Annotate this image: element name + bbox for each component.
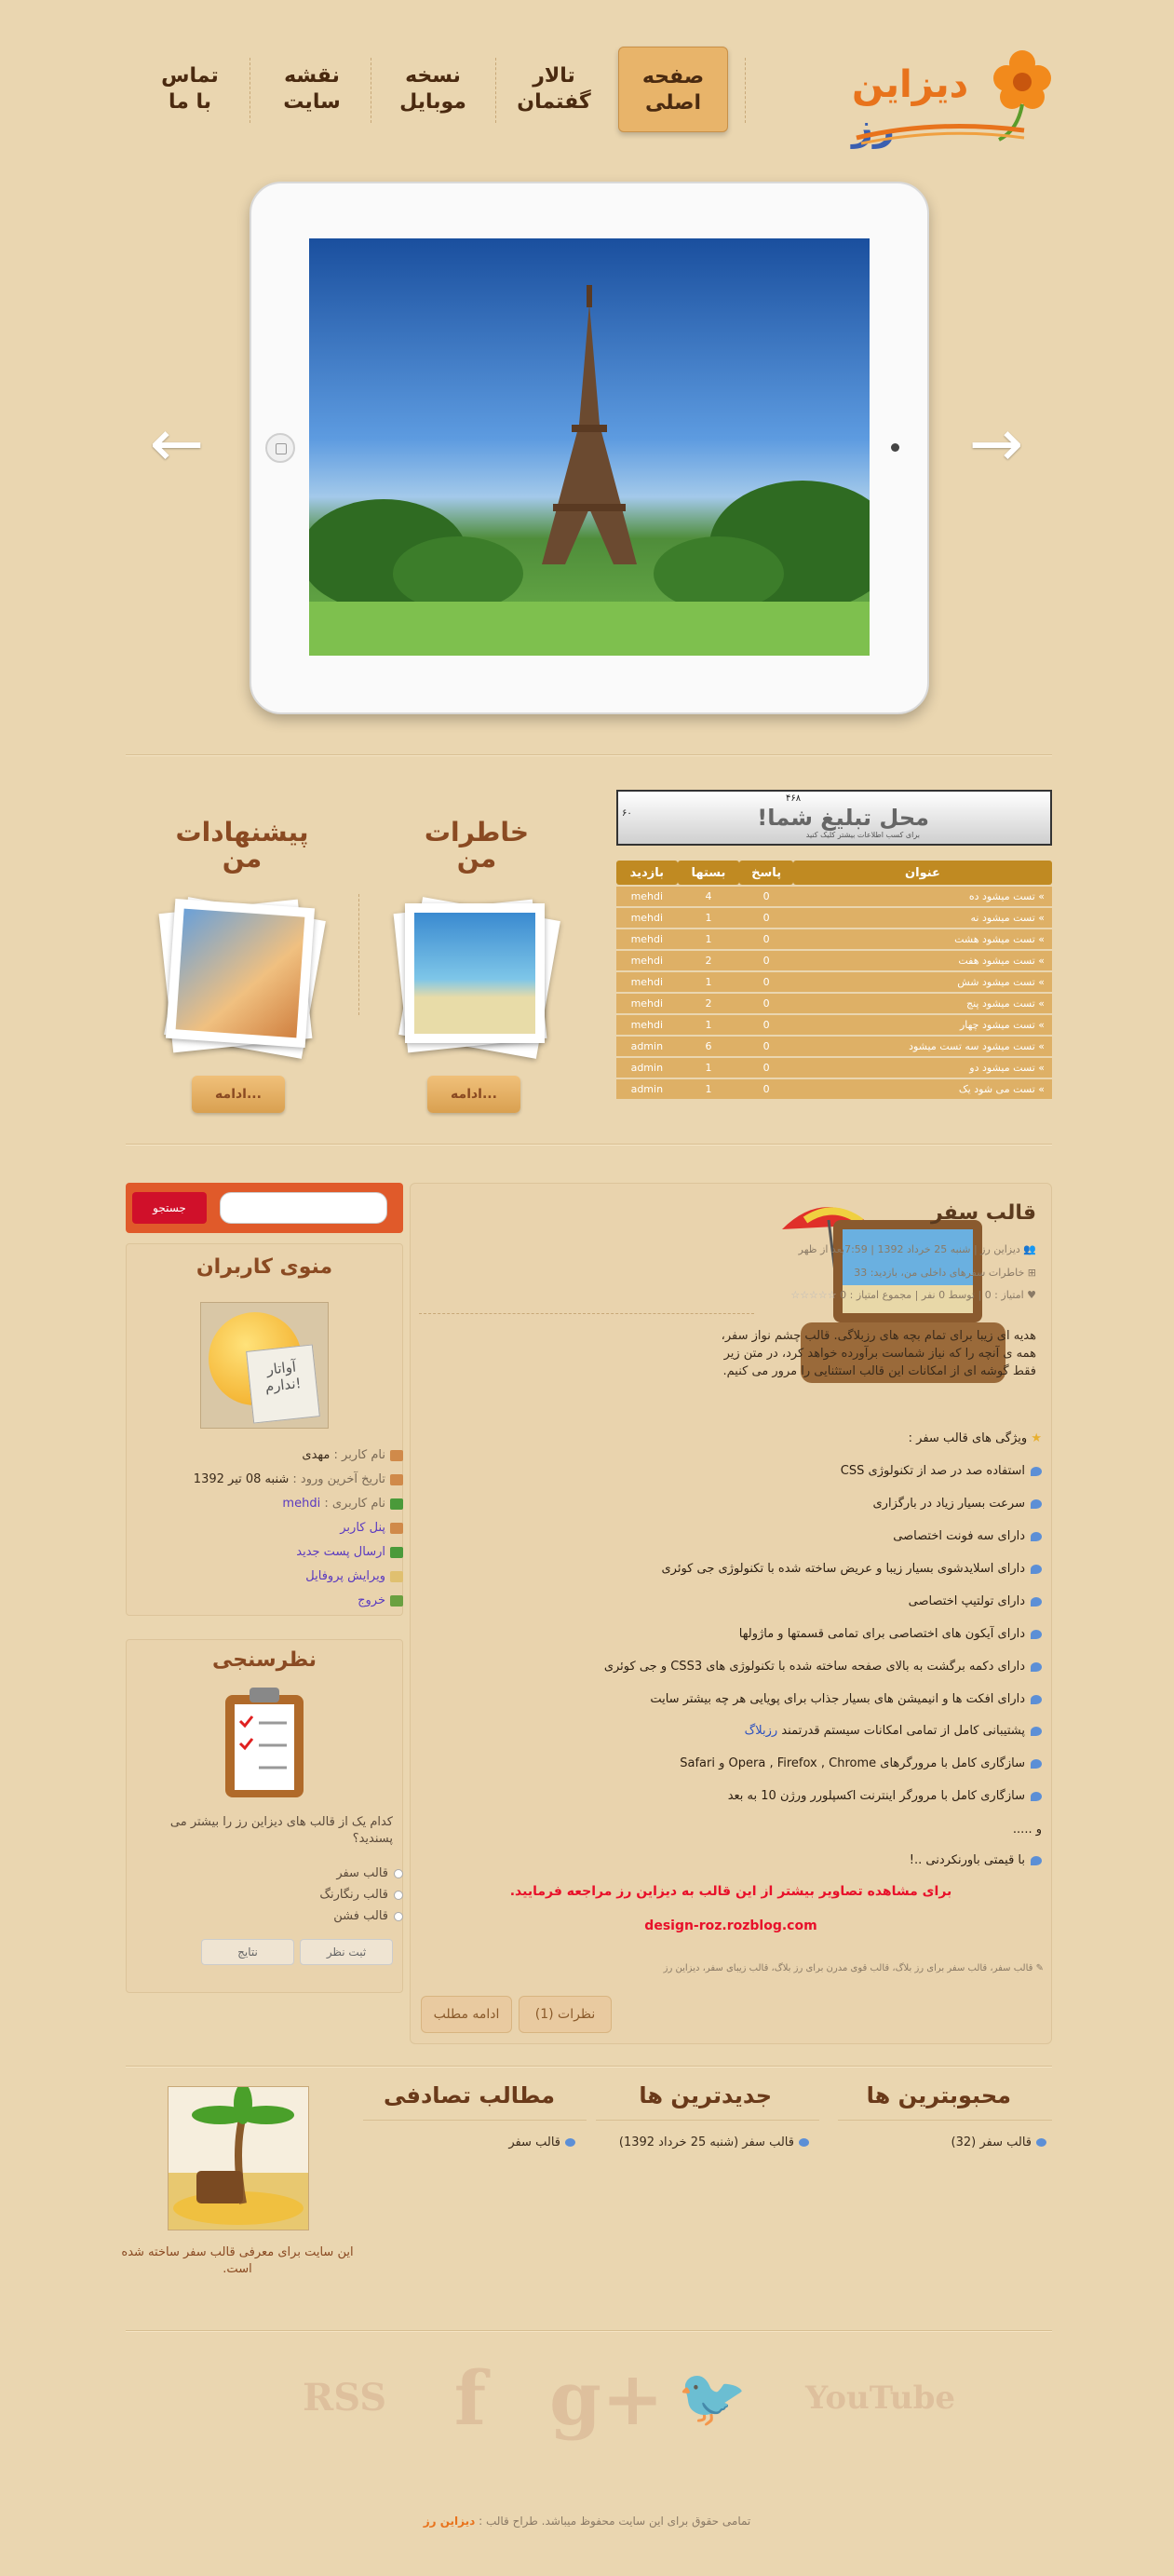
feature-item: دارای سه فونت اختصاصی bbox=[893, 1529, 1042, 1543]
table-cell: 1 bbox=[678, 908, 740, 928]
bullet-icon bbox=[1036, 2138, 1046, 2147]
bullet-icon bbox=[1031, 1727, 1042, 1736]
table-row[interactable] bbox=[616, 951, 1052, 970]
edit-profile-link[interactable]: ویرایش پروفایل bbox=[305, 1569, 403, 1583]
memories-photo-stack bbox=[391, 899, 559, 1057]
table-cell: 0 bbox=[739, 887, 793, 906]
table-cell: 0 bbox=[739, 1058, 793, 1078]
post-tags[interactable]: ✎ قالب سفر، قالب سفر برای رز بلاگ، قالب قوی مدرن برای رز بلاگ، قالب زیبای سفر، دیزاین رز bbox=[663, 1963, 1044, 1973]
table-cell: 6 bbox=[678, 1037, 740, 1056]
post-meta-category: ⊞ خاطرات سفرهای داخلی من، بازدید: 33 bbox=[854, 1267, 1036, 1279]
features-title: ★ ویژگی های قالب سفر : bbox=[908, 1431, 1042, 1445]
table-cell: 1 bbox=[678, 972, 740, 992]
tablet-camera bbox=[891, 443, 899, 452]
exit-icon bbox=[390, 1595, 403, 1607]
ad-width: ۴۶۸ bbox=[786, 793, 802, 804]
memories-more-button[interactable]: ادامه... bbox=[427, 1076, 520, 1113]
continue-reading-button[interactable]: ادامه مطلب bbox=[421, 1996, 512, 2033]
youtube-icon[interactable]: YouTube bbox=[805, 2379, 956, 2417]
post-intro: هدیه ای زیبا برای تمام بچه های رزبلاگی. قالب چشم نواز سفر، همه ی آنچه را که نیاز شماست برآورده خواهد کرد، در متن زیر فقط گوشه ای از امکانات این قالب استثنایی را مرور می کنیم. bbox=[721, 1329, 1036, 1378]
google-plus-icon[interactable]: g+ bbox=[549, 2354, 664, 2442]
radio-icon[interactable] bbox=[394, 1869, 403, 1878]
table-cell: 0 bbox=[739, 1037, 793, 1056]
clipboard-icon bbox=[222, 1686, 307, 1802]
site-logo[interactable] bbox=[852, 47, 1052, 149]
table-row[interactable] bbox=[616, 972, 1052, 992]
tag-icon: ✎ bbox=[1032, 1963, 1044, 1973]
palm-icon bbox=[169, 2087, 308, 2230]
table-row[interactable] bbox=[616, 994, 1052, 1013]
logout-link[interactable]: خروج bbox=[358, 1593, 403, 1607]
suggestions-title: پیشنهادات من bbox=[175, 817, 309, 874]
logo-text: دیزاین رز bbox=[852, 63, 969, 149]
pencil-icon bbox=[390, 1571, 403, 1582]
poll-option[interactable]: قالب سفر bbox=[336, 1866, 403, 1880]
more-images-note: برای مشاهده تصاویر بیشتر از این قالب به دیزاین رز مراجعه فرمایید. bbox=[509, 1884, 952, 1899]
radio-icon[interactable] bbox=[394, 1891, 403, 1900]
username-line: نام کاربری : mehdi bbox=[282, 1497, 403, 1511]
radio-icon[interactable] bbox=[394, 1912, 403, 1921]
table-cell: 0 bbox=[739, 929, 793, 949]
feature-item: سرعت بسیار زیاد در بارگزاری bbox=[873, 1497, 1043, 1511]
table-cell: 2 bbox=[678, 994, 740, 1013]
feature-item: دارای اسلایدشوی بسیار زیبا و عریض ساخته شده با تکنولوژی جی کوئری bbox=[661, 1562, 1042, 1576]
bullet-icon bbox=[1031, 1856, 1042, 1865]
site-about: این سایت برای معرفی قالب سفر ساخته شده است. bbox=[121, 2245, 354, 2276]
plus-icon bbox=[390, 1547, 403, 1558]
feature-item: دارای دکمه برگشت به بالای صفحه ساخته شده با تکنولوژی های CSS3 و جی کوئری bbox=[604, 1660, 1042, 1674]
post-meta-rating: ♥ امتیاز : 0 | توسط 0 نفر | مجموع امتیاز : 0 ☆☆☆☆☆ bbox=[790, 1289, 1036, 1301]
bullet-icon bbox=[799, 2138, 809, 2147]
bullet-icon bbox=[565, 2138, 575, 2147]
post-link[interactable]: » تست میشود شش bbox=[793, 972, 1052, 992]
bullet-icon bbox=[1031, 1597, 1042, 1607]
table-header-cell: پاسخ bbox=[739, 861, 793, 885]
slider-prev-arrow-icon[interactable]: ← bbox=[149, 405, 205, 481]
post-title[interactable]: قالب سفر bbox=[930, 1201, 1036, 1225]
twitter-icon[interactable] bbox=[670, 2356, 754, 2440]
user-menu-title: منوی کاربران bbox=[196, 1255, 333, 1279]
poll-question: کدام یک از قالب های دیزاین رز را بیشتر می پسندید؟ bbox=[169, 1815, 393, 1846]
table-cell: 2 bbox=[678, 951, 740, 970]
recent-posts-table bbox=[616, 859, 1052, 1101]
facebook-icon[interactable]: f bbox=[453, 2354, 487, 2442]
table-row[interactable] bbox=[616, 929, 1052, 949]
star-icon: ★ bbox=[1027, 1431, 1042, 1445]
feature-item: سازگاری کامل با مرورگرهای Opera , Firefox , Chrome و Safari bbox=[680, 1756, 1042, 1770]
design-roz-link[interactable]: design-roz.rozblog.com bbox=[644, 1918, 817, 1933]
table-cell: admin bbox=[616, 1079, 678, 1099]
table-cell: 0 bbox=[739, 994, 793, 1013]
table-row[interactable] bbox=[616, 1015, 1052, 1035]
bullet-icon bbox=[1031, 1565, 1042, 1574]
feature-etc: و ..... bbox=[1012, 1823, 1042, 1837]
feature-item: دارای افکت ها و انیمیشن های بسیار جذاب برای پویایی هر چه بیشتر سایت bbox=[650, 1692, 1042, 1706]
table-cell: mehdi bbox=[616, 929, 678, 949]
nav-home[interactable]: صفحه اصلی bbox=[618, 47, 728, 132]
copyright-brand-link[interactable]: دیزاین رز bbox=[423, 2515, 476, 2528]
post-link[interactable]: » تست میشود دو bbox=[793, 1058, 1052, 1078]
bullet-icon bbox=[1031, 1467, 1042, 1476]
table-cell: 0 bbox=[739, 951, 793, 970]
poll-option[interactable]: قالب رنگارنگ bbox=[319, 1888, 403, 1902]
table-header-cell: عنوان bbox=[793, 861, 1052, 885]
suggestions-photo-stack bbox=[156, 899, 324, 1057]
bird-glyph: 🐦 bbox=[677, 2366, 748, 2431]
table-cell: 0 bbox=[739, 1079, 793, 1099]
post-link[interactable]: » تست می شود یک bbox=[793, 1079, 1052, 1099]
table-cell: mehdi bbox=[616, 951, 678, 970]
section-divider bbox=[126, 1144, 1052, 1146]
ad-height: ۶۰ bbox=[622, 808, 632, 819]
table-cell: 1 bbox=[678, 1058, 740, 1078]
meta-divider bbox=[419, 1313, 754, 1314]
feature-item: دارای آیکون های اختصاصی برای تمامی قسمتها و ماژولها bbox=[739, 1627, 1042, 1641]
popular-title: محبوبترین ها bbox=[866, 2082, 1011, 2108]
last-login-line: تاریخ آخرین ورود : شنبه 08 تیر 1392 bbox=[194, 1472, 403, 1486]
slider-next-arrow-icon[interactable]: → bbox=[968, 405, 1024, 481]
nav-sitemap[interactable]: نقشه سایت bbox=[283, 64, 341, 114]
rating-stars[interactable]: ☆☆☆☆☆ bbox=[790, 1289, 837, 1301]
table-cell: admin bbox=[616, 1058, 678, 1078]
feature-item: با قیمتی باورنکردنی ..! bbox=[910, 1853, 1042, 1867]
feature-item: پشتیبانی کامل از تمامی امکانات سیستم قدرتمند رزبلاگ bbox=[745, 1724, 1042, 1738]
table-row[interactable] bbox=[616, 908, 1052, 928]
bullet-icon bbox=[1031, 1662, 1042, 1672]
rss-icon[interactable]: RSS bbox=[303, 2376, 387, 2420]
avatar-placeholder-text: آواتار ندارم! bbox=[246, 1344, 320, 1423]
bullet-icon bbox=[1031, 1499, 1042, 1509]
table-header bbox=[616, 861, 1052, 885]
category-icon: ⊞ bbox=[1024, 1267, 1036, 1279]
table-row[interactable] bbox=[616, 1079, 1052, 1099]
username-link[interactable]: mehdi bbox=[282, 1497, 321, 1511]
feature-item: سازگاری کامل با مرورگر اینترنت اکسپلورر ورژن 10 به بعد bbox=[728, 1789, 1042, 1803]
comments-button[interactable]: نظرات (1) bbox=[519, 1996, 612, 2033]
table-cell: 1 bbox=[678, 1079, 740, 1099]
rozblog-link[interactable]: رزبلاگ bbox=[744, 1724, 778, 1738]
widget-divider bbox=[358, 894, 359, 1015]
bullet-icon bbox=[1031, 1695, 1042, 1704]
table-cell: 0 bbox=[739, 1015, 793, 1035]
bullet-icon bbox=[1031, 1630, 1042, 1639]
table-cell: 4 bbox=[678, 887, 740, 906]
table-row[interactable] bbox=[616, 1058, 1052, 1078]
table-cell: mehdi bbox=[616, 908, 678, 928]
footer-line bbox=[363, 2120, 587, 2121]
table-cell: 0 bbox=[739, 908, 793, 928]
random-title: مطالب تصادفی bbox=[383, 2082, 555, 2108]
ad-title: محل تبلیغ شما! bbox=[757, 805, 929, 831]
feature-item: استفاده صد در صد از تکنولوژی CSS bbox=[841, 1464, 1042, 1478]
new-post-link[interactable]: ارسال پست جدید bbox=[296, 1545, 403, 1559]
post-link[interactable]: » تست میشود سه تست میشود bbox=[793, 1037, 1052, 1056]
table-header-cell: بازدید bbox=[616, 861, 678, 885]
heart-icon: ♥ bbox=[1023, 1289, 1036, 1301]
section-divider bbox=[126, 754, 1052, 756]
newest-title: جدیدترین ها bbox=[639, 2082, 772, 2108]
section-divider bbox=[126, 2330, 1052, 2332]
table-cell: mehdi bbox=[616, 972, 678, 992]
post-link[interactable]: » تست میشود پنج bbox=[793, 994, 1052, 1013]
section-divider bbox=[126, 2066, 1052, 2068]
calendar-icon bbox=[390, 1474, 403, 1485]
copyright: تمامی حقوق برای این سایت محفوظ میباشد. طراح قالب : دیزاین رز bbox=[423, 2515, 751, 2528]
table-cell: 0 bbox=[739, 972, 793, 992]
user-icon bbox=[390, 1450, 403, 1461]
nav-mobile[interactable]: نسخه موبایل bbox=[399, 64, 466, 114]
panel-icon bbox=[390, 1523, 403, 1534]
bullet-icon bbox=[1031, 1759, 1042, 1769]
post-link[interactable]: » تست میشود هشت bbox=[793, 929, 1052, 949]
poll-results-button[interactable]: نتایج bbox=[201, 1939, 294, 1965]
feature-item: دارای تولتیپ اختصاصی bbox=[909, 1594, 1042, 1608]
nav-divider bbox=[745, 58, 746, 123]
user-menu-box bbox=[126, 1243, 403, 1616]
tablet-home-button bbox=[265, 433, 295, 463]
eiffel-tower-photo bbox=[309, 238, 870, 656]
post-link[interactable]: » تست میشود نه bbox=[793, 908, 1052, 928]
logo-swoosh bbox=[852, 119, 1029, 147]
table-row[interactable] bbox=[616, 1037, 1052, 1056]
poll-option[interactable]: قالب فشن bbox=[333, 1909, 403, 1923]
bullet-icon bbox=[1031, 1792, 1042, 1801]
table-cell: 1 bbox=[678, 1015, 740, 1035]
post-link[interactable]: » تست میشود ده bbox=[793, 887, 1052, 906]
nav-divider bbox=[495, 58, 496, 123]
avatar bbox=[200, 1302, 329, 1429]
user-icon: 👥 bbox=[1019, 1243, 1036, 1255]
table-cell: mehdi bbox=[616, 994, 678, 1013]
slideshow-image[interactable] bbox=[309, 238, 870, 656]
suggestions-more-button[interactable]: ادامه... bbox=[192, 1076, 285, 1113]
memories-title: خاطرات من bbox=[424, 817, 530, 874]
post-link[interactable]: » تست میشود چهار bbox=[793, 1015, 1052, 1035]
user-name-line: نام کاربر : مهدی bbox=[302, 1448, 403, 1462]
nav-contact[interactable]: تماس با ما bbox=[161, 64, 219, 114]
nav-forum[interactable]: تالار گفتمان bbox=[517, 64, 591, 114]
popular-item[interactable]: قالب سفر (32) bbox=[951, 2135, 1046, 2149]
user-panel-link[interactable]: پنل کاربر bbox=[340, 1521, 403, 1535]
footer-line bbox=[838, 2120, 1052, 2121]
table-cell: 1 bbox=[678, 929, 740, 949]
poll-submit-button[interactable]: ثبت نظر bbox=[300, 1939, 393, 1965]
post-link[interactable]: » تست میشود هفت bbox=[793, 951, 1052, 970]
poll-title: نظرسنجی bbox=[211, 1648, 317, 1672]
newest-item[interactable]: قالب سفر (شنبه 25 خرداد 1392) bbox=[619, 2135, 809, 2149]
random-item[interactable]: قالب سفر bbox=[508, 2135, 575, 2149]
search-button[interactable]: جستجو bbox=[132, 1192, 207, 1224]
table-cell: mehdi bbox=[616, 1015, 678, 1035]
table-cell: admin bbox=[616, 1037, 678, 1056]
arrow-icon bbox=[390, 1498, 403, 1510]
footer-line bbox=[596, 2120, 819, 2121]
bullet-icon bbox=[1031, 1532, 1042, 1541]
ad-banner[interactable] bbox=[616, 790, 1052, 846]
search-input[interactable] bbox=[220, 1192, 387, 1224]
post-meta-date: 👥 دیزاین رز | شنبه 25 خرداد 1392 | 7:59بعد از ظهر bbox=[798, 1243, 1036, 1255]
island-image bbox=[168, 2086, 309, 2230]
table-cell: mehdi bbox=[616, 887, 678, 906]
ad-subtitle: برای کسب اطلاعات بیشتر کلیک کنید bbox=[805, 831, 920, 839]
table-row[interactable] bbox=[616, 887, 1052, 906]
table-header-cell: بستها bbox=[678, 861, 740, 885]
